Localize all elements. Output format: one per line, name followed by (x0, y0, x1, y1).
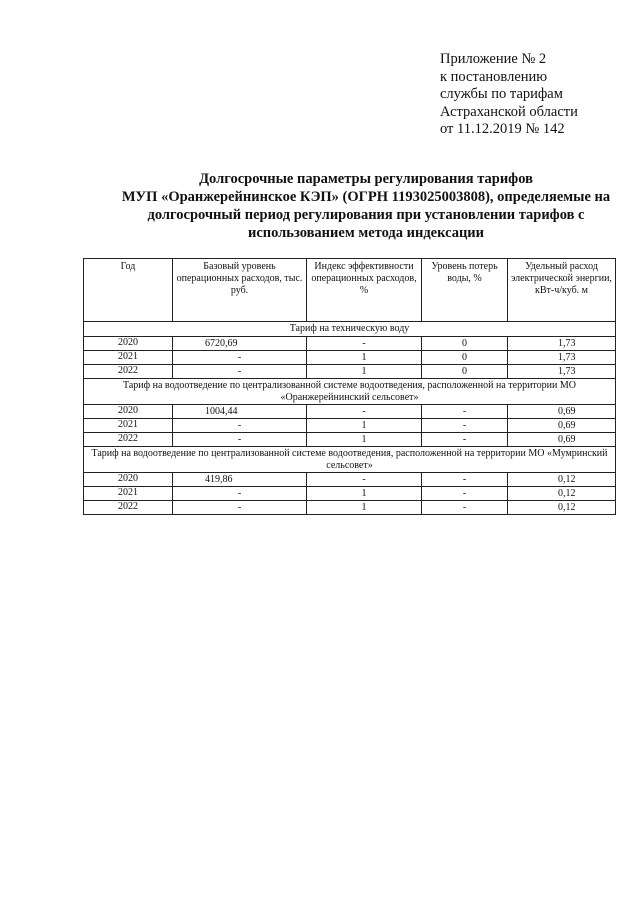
cell-specific: 0,12 (508, 501, 616, 515)
cell-specific: 1,73 (508, 337, 616, 351)
appendix-line: к постановлению (440, 68, 548, 85)
tariff-parameters-table (83, 258, 616, 515)
cell-year: 2022 (84, 365, 173, 379)
group-title-row (84, 322, 616, 337)
cell-index: 1 (307, 501, 422, 515)
cell-specific: 1,73 (508, 365, 616, 379)
cell-base: 419,86 (173, 473, 307, 487)
cell-base: - (173, 365, 307, 379)
group-title: Тариф на техническую воду (84, 322, 616, 337)
header-efficiency-index: Индекс эффективности операционных расходов, % (307, 259, 422, 322)
cell-index: - (307, 405, 422, 419)
cell-base: 1004,44 (173, 405, 307, 419)
title-line: долгосрочный период регулирования при установлении тарифов с (147, 207, 585, 223)
table-row (84, 487, 616, 501)
document-title (96, 170, 636, 242)
header-base-level: Базовый уровень операционных расходов, тыс. руб. (173, 259, 307, 322)
appendix-block (440, 51, 578, 139)
cell-year: 2020 (84, 405, 173, 419)
cell-base: 6720,69 (173, 337, 307, 351)
cell-year: 2021 (84, 419, 173, 433)
appendix-line: от 11.12.2019 № 142 (440, 121, 565, 137)
cell-specific: 1,73 (508, 351, 616, 365)
appendix-line: Приложение № 2 (440, 51, 547, 67)
cell-year: 2022 (84, 501, 173, 515)
cell-index: 1 (307, 419, 422, 433)
title-line: МУП «Оранжерейнинское КЭП» (ОГРН 1193025003808), определяемые на (121, 189, 611, 205)
cell-year: 2021 (84, 487, 173, 501)
cell-loss: - (422, 473, 508, 487)
appendix-line: службы по тарифам (440, 86, 563, 102)
cell-base: - (173, 433, 307, 447)
appendix-line: Астраханской области (440, 103, 578, 120)
cell-base: - (173, 487, 307, 501)
cell-index: 1 (307, 433, 422, 447)
table-row (84, 501, 616, 515)
cell-index: 1 (307, 351, 422, 365)
table-row (84, 405, 616, 419)
table-row (84, 419, 616, 433)
table-row (84, 433, 616, 447)
cell-index: - (307, 473, 422, 487)
cell-loss: 0 (422, 351, 508, 365)
group-title: Тариф на водоотведение по централизованной системе водоотведения, расположенной на территории МО «Оранжерейнинский сельсовет» (84, 379, 616, 405)
cell-base: - (173, 419, 307, 433)
cell-year: 2020 (84, 473, 173, 487)
cell-specific: 0,69 (508, 433, 616, 447)
cell-loss: - (422, 405, 508, 419)
header-year: Год (84, 259, 173, 322)
cell-year: 2020 (84, 337, 173, 351)
table-row (84, 337, 616, 351)
group-title: Тариф на водоотведение по централизованной системе водоотведения, расположенной на территории МО «Мумринский сельсовет» (84, 447, 616, 473)
cell-index: - (307, 337, 422, 351)
title-line: Долгосрочные параметры регулирования тарифов (199, 171, 533, 187)
cell-specific: 0,12 (508, 487, 616, 501)
cell-index: 1 (307, 365, 422, 379)
cell-loss: - (422, 419, 508, 433)
cell-loss: - (422, 501, 508, 515)
header-specific-consumption: Удельный расход электрической энергии, кВт-ч/куб. м (508, 259, 616, 322)
table-row (84, 473, 616, 487)
cell-specific: 0,69 (508, 419, 616, 433)
table-row (84, 365, 616, 379)
cell-loss: - (422, 433, 508, 447)
header-water-loss: Уровень потерь воды, % (422, 259, 508, 322)
cell-year: 2021 (84, 351, 173, 365)
cell-year: 2022 (84, 433, 173, 447)
table-header-row (84, 259, 616, 322)
cell-base: - (173, 351, 307, 365)
group-title-row (84, 447, 616, 473)
cell-specific: 0,12 (508, 473, 616, 487)
table-row (84, 351, 616, 365)
cell-loss: 0 (422, 337, 508, 351)
cell-specific: 0,69 (508, 405, 616, 419)
cell-index: 1 (307, 487, 422, 501)
cell-base: - (173, 501, 307, 515)
cell-loss: - (422, 487, 508, 501)
title-line: использованием метода индексации (247, 225, 485, 241)
group-title-row (84, 379, 616, 405)
cell-loss: 0 (422, 365, 508, 379)
